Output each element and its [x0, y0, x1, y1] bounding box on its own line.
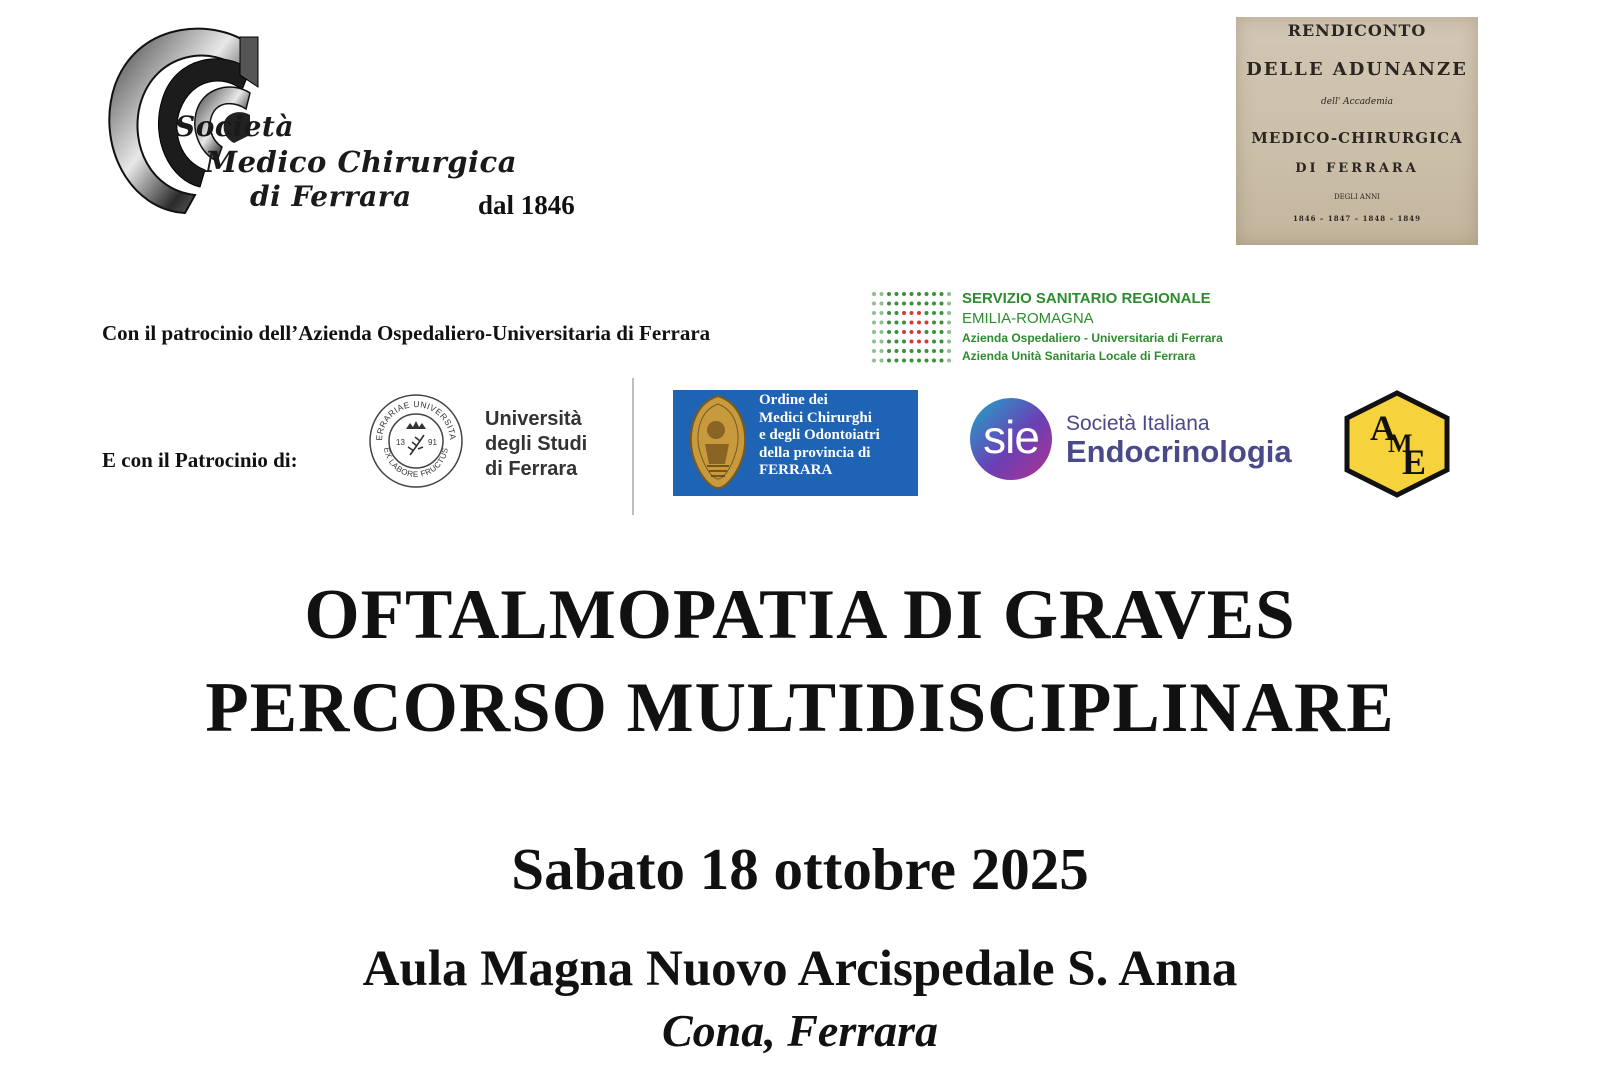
event-title-line-2: PERCORSO MULTIDISCIPLINARE — [205, 669, 1395, 747]
ssr-line-4: Azienda Unità Sanitaria Locale di Ferrara — [962, 349, 1196, 363]
book-cover-image — [1236, 17, 1478, 245]
event-city: Cona, Ferrara — [661, 1005, 939, 1056]
book-cover-line-5: DI FERRARA — [1295, 161, 1419, 176]
ordine-seal-icon — [683, 394, 753, 490]
unife-seal-logo — [368, 393, 464, 489]
unife-name — [485, 407, 630, 482]
svg-text:EX LABORE FRUCTUS — [382, 447, 450, 479]
ordine-medici-logo — [673, 390, 918, 496]
society-name-line-1: Società — [175, 110, 294, 143]
logo-divider — [632, 378, 634, 515]
book-cover-line-6: DEGLI ANNI — [1333, 193, 1381, 201]
ordine-line-5: FERRARA — [759, 462, 833, 478]
ame-logo — [1342, 390, 1452, 498]
sie-line-1: Società Italiana — [1066, 412, 1210, 435]
book-cover-line-2: DELLE ADUNANZE — [1246, 59, 1468, 80]
society-logo — [100, 15, 600, 230]
unife-seal-bottom-text: EX LABORE FRUCTUS — [382, 446, 450, 480]
ordine-line-3: e degli Odontoiatri — [759, 427, 880, 443]
ame-letter-m: M — [1388, 429, 1413, 458]
event-title-line-1: OFTALMOPATIA DI GRAVES — [304, 576, 1296, 654]
ordine-text — [759, 392, 880, 480]
ame-letter-e: E — [1402, 442, 1427, 482]
ame-letter-a: A — [1370, 408, 1396, 448]
ssr-line-2: EMILIA-ROMAGNA — [962, 310, 1094, 327]
unife-name-line-2: degli Studi — [485, 433, 588, 455]
ssr-line-3: Azienda Ospedaliero - Universitaria di Ferrara — [962, 331, 1223, 345]
ssr-line-1: SERVIZIO SANITARIO REGIONALE — [962, 290, 1211, 307]
unife-name-line-3: di Ferrara — [485, 458, 578, 480]
book-cover-line-4: MEDICO-CHIRURGICA — [1251, 129, 1463, 147]
event-date: Sabato 18 ottobre 2025 — [511, 836, 1089, 902]
book-cover-line-3: dell' Accademia — [1321, 97, 1393, 107]
society-since: dal 1846 — [478, 190, 575, 220]
patronage-others-label: E con il Patrocinio di: — [102, 448, 298, 472]
unife-name-line-1: Università — [485, 408, 582, 430]
unife-seal-icon — [368, 393, 464, 489]
sie-mark-icon — [970, 398, 1052, 480]
ordine-line-2: Medici Chirurghi — [759, 409, 872, 426]
book-cover-line-7: 1846 – 1847 – 1848 – 1849 — [1292, 214, 1422, 223]
ssr-dot-grid-icon — [870, 290, 954, 366]
sie-line-2: Endocrinologia — [1066, 434, 1292, 469]
ame-hexagon-icon — [1342, 390, 1452, 498]
ssr-emilia-romagna-logo — [870, 288, 1290, 368]
society-name-line-3: di Ferrara — [250, 180, 412, 213]
svg-text:FERRARIAE UNIVERSITAS — [368, 393, 458, 441]
unife-seal-right-number: 91 — [428, 438, 437, 447]
ordine-line-4: della provincia di — [759, 444, 871, 461]
patronage-aou-text: Con il patrocinio dell’Azienda Ospedaliero-Universitaria di Ferrara — [102, 321, 711, 345]
book-cover-line-1: RENDICONTO — [1287, 21, 1427, 40]
unife-seal-top-text: ERRARIAE UNIVERSITA — [373, 398, 459, 442]
ordine-line-1: Ordine dei — [759, 392, 828, 408]
sie-mark-text: sie — [983, 411, 1039, 463]
society-name-line-2: Medico Chirurgica — [205, 145, 518, 179]
event-venue: Aula Magna Nuovo Arcispedale S. Anna — [362, 941, 1238, 997]
sie-logo — [970, 398, 1315, 483]
unife-seal-left-number: 13 — [396, 438, 405, 447]
